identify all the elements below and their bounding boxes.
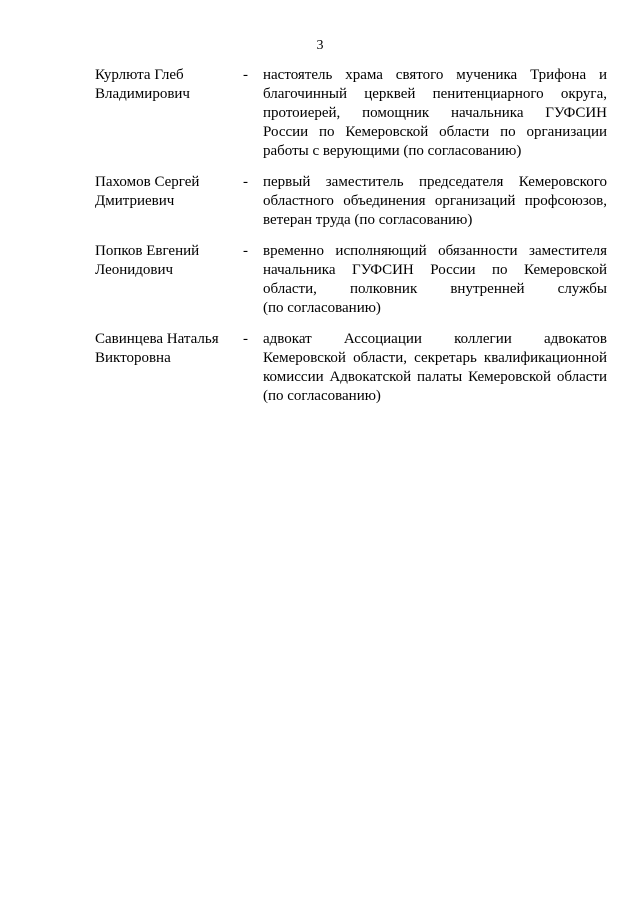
member-role-line: адвокат Ассоциации коллегии адвокатов: [263, 331, 607, 347]
member-role-line: ветеран труда (по согласованию): [263, 212, 473, 228]
member-role-line: временно исполняющий обязанности заместителя: [263, 243, 607, 259]
member-dash: -: [243, 243, 248, 259]
member-role-line: начальника ГУФСИН России по Кемеровской: [263, 262, 607, 278]
member-role-line: протоиерей, помощник начальника ГУФСИН: [263, 105, 607, 121]
member-list: [95, 66, 607, 418]
member-entry-kurlyuta: [95, 66, 607, 161]
member-name-line: Пахомов Сергей: [95, 174, 200, 190]
member-role-line: (по согласованию): [263, 388, 381, 404]
member-role: [263, 66, 607, 161]
member-role-line: области, полковник внутренней службы: [263, 281, 607, 297]
member-name: [95, 173, 235, 211]
member-dash: -: [243, 331, 248, 347]
member-role-line: первый заместитель председателя Кемеровского: [263, 174, 607, 190]
member-role-line: России по Кемеровской области по организации: [263, 124, 607, 140]
member-entry-popkov: [95, 242, 607, 318]
member-role: [263, 173, 607, 230]
member-role: [263, 330, 607, 406]
member-entry-savintseva: [95, 330, 607, 406]
member-name-line: Викторовна: [95, 350, 171, 366]
member-name-line: Дмитриевич: [95, 193, 175, 209]
member-name-line: Леонидович: [95, 262, 174, 278]
member-entry-pakhomov: [95, 173, 607, 230]
member-name-line: Курлюта Глеб: [95, 67, 184, 83]
member-name: [95, 242, 235, 280]
member-role-line: областного объединения организаций профсоюзов,: [263, 193, 607, 209]
member-role-line: настоятель храма святого мученика Трифона и: [263, 67, 607, 83]
member-name-line: Савинцева Наталья: [95, 331, 219, 347]
member-role-line: благочинный церквей пенитенциарного округа,: [263, 86, 607, 102]
member-name-line: Владимирович: [95, 86, 190, 102]
member-role-line: (по согласованию): [263, 300, 381, 316]
member-role-line: комиссии Адвокатской палаты Кемеровской области: [263, 369, 607, 385]
member-name: [95, 330, 235, 368]
member-dash: -: [243, 174, 248, 190]
member-role-line: Кемеровской области, секретарь квалификационной: [263, 350, 607, 366]
member-name-line: Попков Евгений: [95, 243, 200, 259]
member-name: [95, 66, 235, 104]
member-dash: -: [243, 67, 248, 83]
page-number: 3: [316, 38, 324, 53]
member-role: [263, 242, 607, 318]
member-role-line: работы с верующими (по согласованию): [263, 143, 522, 159]
